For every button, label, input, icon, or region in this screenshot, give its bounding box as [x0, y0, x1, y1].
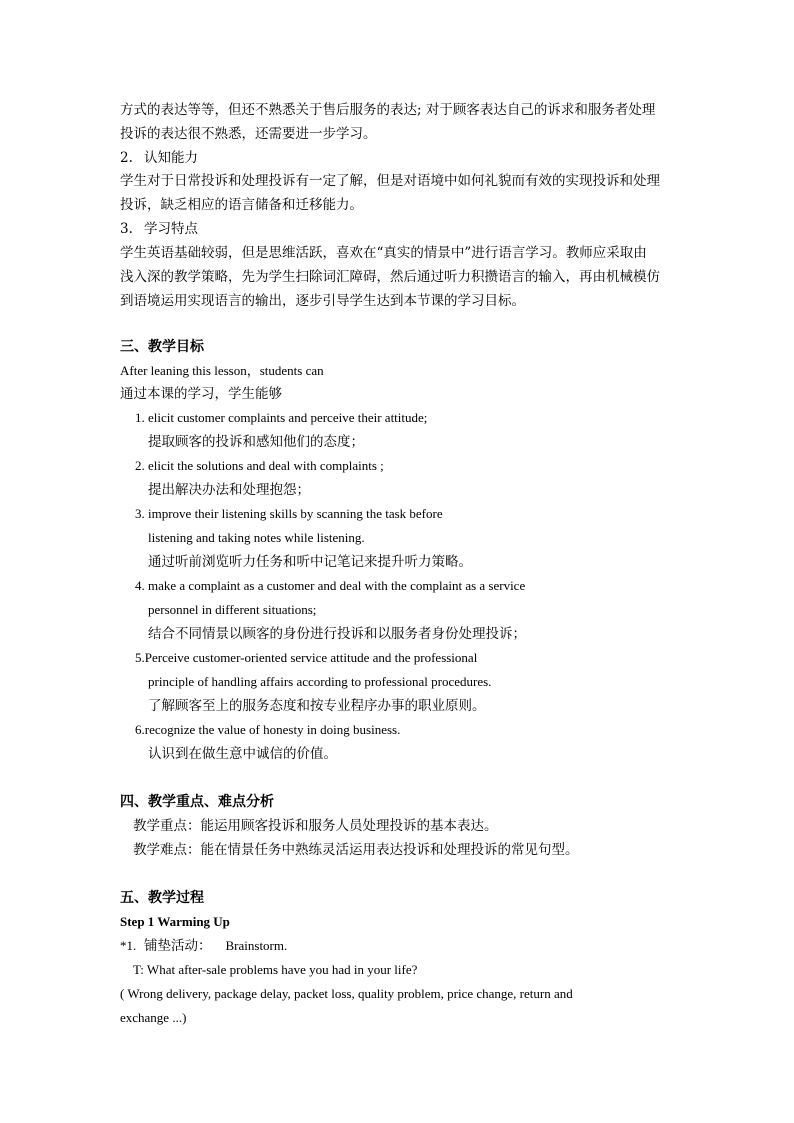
- goal-4-en-cont: personnel in different situations;: [148, 602, 317, 617]
- goal-5-cn: 了解顾客至上的服务态度和按专业程序办事的职业原则。: [148, 698, 486, 714]
- paragraph-line: 方式的表达等等，但还不熟悉关于售后服务的表达; 对于顾客表达自己的诉求和服务者处理: [120, 102, 656, 118]
- goals-intro-en: After leaning this lesson，students can: [120, 363, 324, 378]
- section-title-process: 五、教学过程: [120, 890, 204, 906]
- goal-6-cn: 认识到在做生意中诚信的价值。: [148, 746, 337, 762]
- subheading-number: 3.: [120, 221, 133, 237]
- goal-3-en: 3. improve their listening skills by scanning the task before: [135, 506, 443, 521]
- key-point: 教学重点：能运用顾客投诉和服务人员处理投诉的基本表达。: [133, 818, 498, 834]
- section-title-goals: 三、教学目标: [120, 339, 204, 355]
- subheading-cognitive: [120, 149, 198, 167]
- goal-2-en: 2. elicit the solutions and deal with complaints ;: [135, 458, 384, 473]
- paragraph-line: 浅入深的教学策略，先为学生扫除词汇障碍，然后通过听力积攒语言的输入，再由机械模仿: [120, 269, 660, 285]
- paragraph-line: 投诉的表达很不熟悉，还需要进一步学习。: [120, 126, 377, 142]
- goal-3-cn: 通过听前浏览听力任务和听中记笔记来提升听力策略。: [148, 554, 472, 570]
- goal-1-en: 1. elicit customer complaints and perceive their attitude;: [135, 410, 428, 425]
- answer-line: exchange ...): [120, 1010, 187, 1025]
- goal-4-cn: 结合不同情景以顾客的身份进行投诉和以服务者身份处理投诉；: [148, 626, 526, 642]
- goal-6-en: 6.recognize the value of honesty in doing business.: [135, 722, 401, 737]
- goal-4-en: 4. make a complaint as a customer and deal with the complaint as a service: [135, 578, 526, 593]
- teacher-question: T: What after-sale problems have you had in your life?: [133, 962, 418, 977]
- paragraph-line: 到语境运用实现语言的输出，逐步引导学生达到本节课的学习目标。: [120, 293, 525, 309]
- subheading-title: 学习特点: [144, 221, 198, 237]
- subheading-title: 认知能力: [144, 150, 198, 166]
- goal-5-en: 5.Perceive customer-oriented service attitude and the professional: [135, 650, 478, 665]
- goal-2-cn: 提出解决办法和处理抱怨；: [148, 482, 310, 498]
- activity-1: [120, 937, 287, 955]
- paragraph-line: 学生英语基础较弱，但是思维活跃，喜欢在“真实的情景中”进行语言学习。教师应采取由: [120, 245, 647, 261]
- subheading-learning-traits: [120, 220, 198, 238]
- activity-number: *1.: [120, 938, 137, 953]
- step-1-title: Step 1 Warming Up: [120, 914, 230, 929]
- difficult-point: 教学难点：能在情景任务中熟练灵活运用表达投诉和处理投诉的常见句型。: [133, 842, 579, 858]
- activity-label: 铺垫活动：: [144, 938, 212, 954]
- section-title-key-points: 四、教学重点、难点分析: [120, 794, 274, 810]
- activity-name: Brainstorm.: [225, 938, 288, 953]
- paragraph-line: 学生对于日常投诉和处理投诉有一定了解，但是对语境中如何礼貌而有效的实现投诉和处理: [120, 173, 660, 189]
- goals-intro-cn: 通过本课的学习，学生能够: [120, 386, 282, 402]
- goal-3-en-cont: listening and taking notes while listening.: [148, 530, 365, 545]
- paragraph-line: 投诉，缺乏相应的语言储备和迁移能力。: [120, 197, 363, 213]
- subheading-number: 2.: [120, 150, 133, 166]
- answer-line: ( Wrong delivery, package delay, packet loss, quality problem, price change, return and: [120, 986, 573, 1001]
- goal-1-cn: 提取顾客的投诉和感知他们的态度；: [148, 434, 364, 450]
- goal-5-en-cont: principle of handling affairs according to professional procedures.: [148, 674, 492, 689]
